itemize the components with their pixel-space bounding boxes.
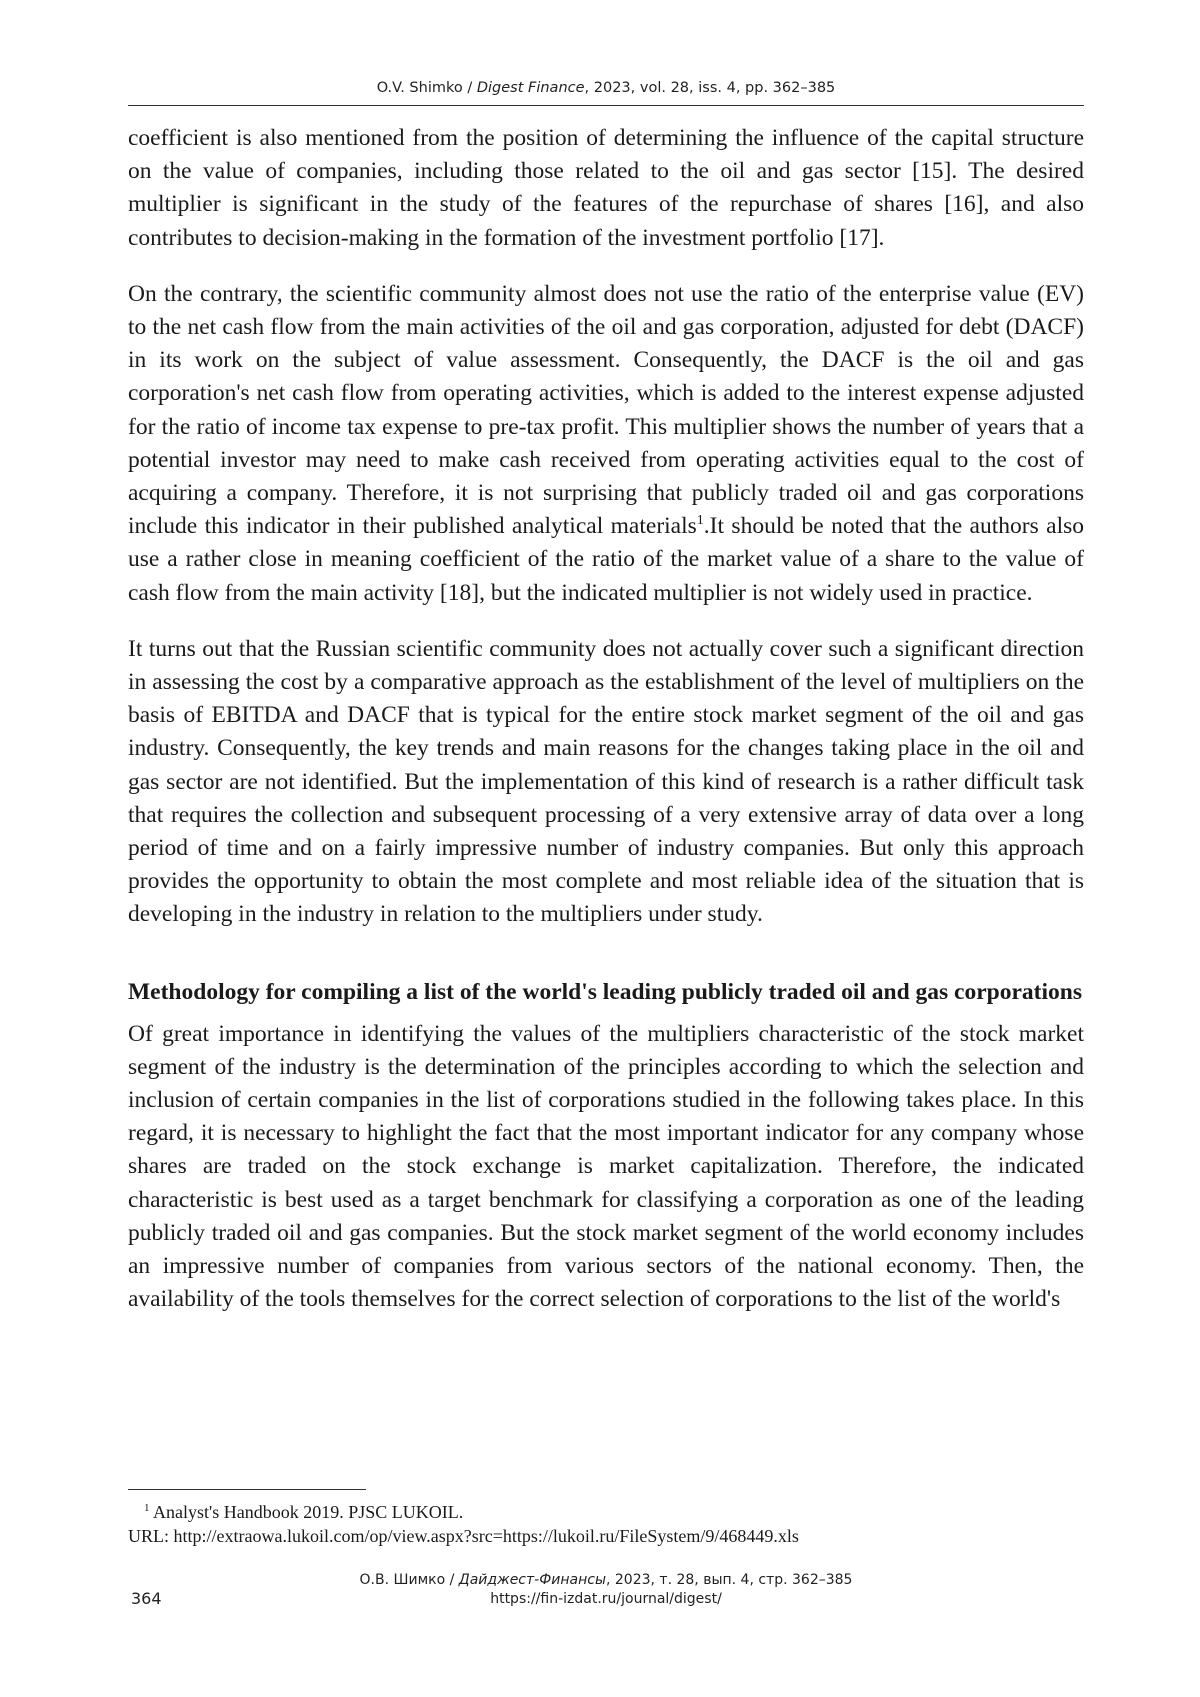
footer-journal: Дайджест-Финансы [458,1572,606,1588]
footnote [128,1500,1084,1548]
footnote-line [128,1500,1084,1524]
footer-details: , 2023, т. 28, вып. 4, стр. 362–385 [606,1572,853,1588]
header-details: , 2023, vol. 28, iss. 4, pp. 362–385 [584,80,836,96]
footer-author: О.В. Шимко / [359,1572,459,1588]
footnote-number: 1 [144,1502,150,1514]
footnote-url[interactable]: URL: http://extraowa.lukoil.com/op/view.aspx?src=https://lukoil.ru/FileSystem/9/468449.xls [128,1526,799,1546]
section-paragraph: Of great importance in identifying the values of the multipliers characteristic of the stock market segment of the industry is the determination of the principles according to which the selection and inclusion of certain companies in the list of corporations studied in the following takes place. In this regard, it is necessary to highlight the fact that the most important indicator for any company whose shares are traded on the stock exchange is market capitalization. Therefore, the indicated characteristic is best used as a target benchmark for classifying a corporation as one of the leading publicly traded oil and gas companies. But the stock market segment of the world economy includes an impressive number of companies from various sectors of the national economy. Then, the availability of the tools themselves for the correct selection of corporations to the list of the world's [128,1020,1084,1313]
page-number: 364 [131,1589,162,1608]
paragraph-1: coefficient is also mentioned from the position of determining the influence of the capital structure on the value of companies, including those related to the oil and gas sector [15]. The desired multiplier is significant in the study of the features of the repurchase of shares [16], and also contributes to decision-making in the formation of the investment portfolio [17]. [128,125,1084,251]
header-journal: Digest Finance [476,80,585,96]
paragraph-3: It turns out that the Russian scientific community does not actually cover such a significant direction in assessing the cost by a comparative approach as the establishment of the level of multipliers on the basis of EBITDA and DACF that is typical for the entire stock market segment of the oil and gas industry. Consequently, the key trends and main reasons for the changes taking place in the oil and gas sector are not identified. But the implementation of this kind of research is a rather difficult task that requires the collection and subsequent processing of a very extensive array of data over a long period of time and on a fairly impressive number of industry companies. But only this approach provides the opportunity to obtain the most complete and most reliable idea of the situation that is developing in the industry in relation to the multipliers under study. [128,635,1084,928]
footnote-rule [128,1489,366,1490]
page-footer [128,1571,1084,1609]
header-author: O.V. Shimko / [376,80,477,96]
footnote-reference[interactable]: 1 [696,513,704,529]
header-rule [128,105,1084,106]
running-header [128,80,1084,108]
paragraph-2-text-start: On the contrary, the scientific community almost does not use the ratio of the enterprise value (EV) to the net cash flow from the main activities of the oil and gas corporation, adjusted for debt (DACF) in its work on the subject of value assessment. Consequently, the DACF is the oil and gas corporation's net cash flow from operating activities, which is added to the interest expense adjusted for the ratio of income tax expense to pre-tax profit. This multiplier shows the number of years that a potential investor may need to make cash received from operating activities equal to the cost of acquiring a company. Therefore, it is not surprising that publicly traded oil and gas corporations include this indicator in their published analytical materials [128,280,1084,540]
paragraph-2-text-end: .It should be noted that the authors also use a rather close in meaning coefficient of the ratio of the market value of a share to the value of cash flow from the main activity [18], but the indicated multiplier is not widely used in practice. [128,513,1084,606]
paragraph-2 [128,278,1084,610]
footer-citation [128,1571,1084,1590]
footer-url[interactable]: https://fin-izdat.ru/journal/digest/ [490,1591,722,1607]
body-text [128,122,1084,1317]
footnote-text: Analyst's Handbook 2019. PJSC LUKOIL. [149,1502,464,1522]
section-heading: Methodology for compiling a list of the world's leading publicly traded oil and gas corporations [128,978,1082,1005]
